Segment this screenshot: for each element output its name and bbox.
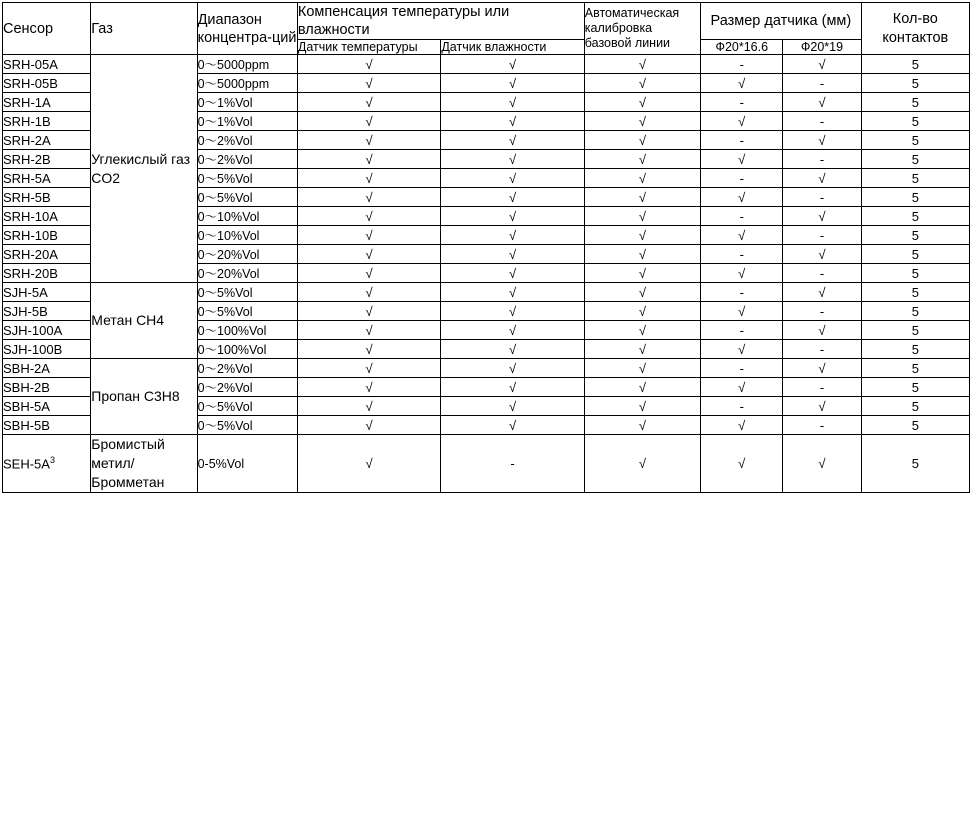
- cell-gas-group: Углекислый газ CO2: [91, 55, 197, 283]
- header-sensor-size: Размер датчика (мм): [701, 3, 861, 40]
- cell-sensor: SBH-5B: [3, 416, 91, 435]
- cell-size-option-2: -: [783, 416, 861, 435]
- cell-size-option-2: √: [783, 435, 861, 493]
- cell-range: 0～10%Vol: [197, 207, 297, 226]
- cell-gas-group: Пропан C3H8: [91, 359, 197, 435]
- cell-humidity-sensor: √: [441, 188, 584, 207]
- cell-humidity-sensor: √: [441, 340, 584, 359]
- cell-size-option-2: -: [783, 302, 861, 321]
- cell-size-option-1: √: [701, 302, 783, 321]
- cell-temperature-sensor: √: [297, 416, 440, 435]
- cell-pin-count: 5: [861, 321, 969, 340]
- cell-sensor: SRH-20B: [3, 264, 91, 283]
- cell-pin-count: 5: [861, 150, 969, 169]
- cell-sensor: SJH-100B: [3, 340, 91, 359]
- cell-humidity-sensor: √: [441, 93, 584, 112]
- cell-sensor: SJH-100A: [3, 321, 91, 340]
- cell-sensor: SRH-10A: [3, 207, 91, 226]
- cell-range: 0～2%Vol: [197, 150, 297, 169]
- cell-size-option-1: -: [701, 93, 783, 112]
- cell-size-option-1: -: [701, 397, 783, 416]
- cell-temperature-sensor: √: [297, 378, 440, 397]
- cell-size-option-2: √: [783, 169, 861, 188]
- cell-pin-count: 5: [861, 264, 969, 283]
- cell-pin-count: 5: [861, 74, 969, 93]
- cell-size-option-1: √: [701, 226, 783, 245]
- cell-size-option-2: √: [783, 55, 861, 74]
- cell-humidity-sensor: √: [441, 264, 584, 283]
- cell-auto-calibration: √: [584, 397, 700, 416]
- table-header-row-main: [3, 3, 970, 40]
- cell-sensor: SRH-1A: [3, 93, 91, 112]
- cell-size-option-2: √: [783, 93, 861, 112]
- header-range: Диапазон концентра-ций: [197, 3, 297, 55]
- cell-size-option-1: √: [701, 435, 783, 493]
- cell-range: 0～20%Vol: [197, 264, 297, 283]
- cell-sensor: SRH-5A: [3, 169, 91, 188]
- cell-size-option-1: √: [701, 188, 783, 207]
- cell-range: 0～2%Vol: [197, 131, 297, 150]
- cell-temperature-sensor: √: [297, 340, 440, 359]
- cell-temperature-sensor: √: [297, 131, 440, 150]
- cell-humidity-sensor: √: [441, 416, 584, 435]
- cell-humidity-sensor: √: [441, 169, 584, 188]
- cell-size-option-1: -: [701, 283, 783, 302]
- cell-size-option-2: -: [783, 112, 861, 131]
- table-row: [3, 435, 970, 493]
- sensor-footnote-marker: 3: [49, 455, 55, 466]
- cell-size-option-2: √: [783, 245, 861, 264]
- cell-temperature-sensor: √: [297, 150, 440, 169]
- cell-sensor: SJH-5A: [3, 283, 91, 302]
- header-compensation: Компенсация температуры или влажности: [297, 3, 584, 40]
- cell-size-option-1: √: [701, 150, 783, 169]
- cell-auto-calibration: √: [584, 131, 700, 150]
- cell-pin-count: 5: [861, 55, 969, 74]
- cell-size-option-1: √: [701, 416, 783, 435]
- cell-sensor: SRH-5B: [3, 188, 91, 207]
- cell-auto-calibration: √: [584, 55, 700, 74]
- cell-auto-calibration: √: [584, 207, 700, 226]
- cell-humidity-sensor: √: [441, 321, 584, 340]
- cell-size-option-1: √: [701, 264, 783, 283]
- cell-sensor: SBH-2B: [3, 378, 91, 397]
- cell-pin-count: 5: [861, 131, 969, 150]
- cell-humidity-sensor: √: [441, 226, 584, 245]
- cell-range: 0～5%Vol: [197, 302, 297, 321]
- cell-auto-calibration: √: [584, 340, 700, 359]
- cell-pin-count: 5: [861, 302, 969, 321]
- header-temperature-sensor: Датчик температуры: [297, 40, 440, 55]
- cell-pin-count: 5: [861, 93, 969, 112]
- cell-size-option-2: √: [783, 283, 861, 302]
- cell-range: 0～10%Vol: [197, 226, 297, 245]
- header-humidity-sensor: Датчик влажности: [441, 40, 584, 55]
- cell-temperature-sensor: √: [297, 226, 440, 245]
- cell-sensor: SRH-2A: [3, 131, 91, 150]
- cell-range: 0～20%Vol: [197, 245, 297, 264]
- cell-temperature-sensor: √: [297, 245, 440, 264]
- sensor-specification-table: [2, 2, 970, 493]
- cell-size-option-1: -: [701, 169, 783, 188]
- table-body: [3, 55, 970, 493]
- cell-size-option-1: √: [701, 378, 783, 397]
- cell-auto-calibration: √: [584, 435, 700, 493]
- cell-auto-calibration: √: [584, 245, 700, 264]
- cell-temperature-sensor: √: [297, 74, 440, 93]
- cell-temperature-sensor: √: [297, 55, 440, 74]
- cell-humidity-sensor: √: [441, 302, 584, 321]
- cell-sensor: SEH-$5A^3$: [3, 435, 91, 493]
- cell-sensor: SRH-05B: [3, 74, 91, 93]
- cell-gas-group: Метан CH4: [91, 283, 197, 359]
- cell-range: 0～1%Vol: [197, 93, 297, 112]
- cell-auto-calibration: √: [584, 302, 700, 321]
- cell-sensor: SJH-5B: [3, 302, 91, 321]
- cell-size-option-2: -: [783, 378, 861, 397]
- cell-size-option-2: √: [783, 131, 861, 150]
- cell-size-option-2: √: [783, 321, 861, 340]
- cell-range: 0～2%Vol: [197, 378, 297, 397]
- cell-size-option-1: √: [701, 74, 783, 93]
- cell-sensor: SRH-05A: [3, 55, 91, 74]
- cell-humidity-sensor: √: [441, 74, 584, 93]
- header-pin-count: Кол-во контактов: [861, 3, 969, 55]
- cell-temperature-sensor: √: [297, 207, 440, 226]
- cell-range: 0～100%Vol: [197, 340, 297, 359]
- cell-pin-count: 5: [861, 283, 969, 302]
- cell-size-option-1: -: [701, 207, 783, 226]
- cell-range: 0～5%Vol: [197, 416, 297, 435]
- cell-size-option-1: -: [701, 55, 783, 74]
- cell-size-option-1: √: [701, 112, 783, 131]
- cell-auto-calibration: √: [584, 74, 700, 93]
- cell-auto-calibration: √: [584, 226, 700, 245]
- cell-auto-calibration: √: [584, 150, 700, 169]
- cell-range: 0～5%Vol: [197, 283, 297, 302]
- table-row: [3, 359, 970, 378]
- cell-range: 0-5%Vol: [197, 435, 297, 493]
- cell-sensor: SRH-1B: [3, 112, 91, 131]
- header-size-option-1: Ф20*16.6: [701, 40, 783, 55]
- cell-humidity-sensor: √: [441, 359, 584, 378]
- cell-temperature-sensor: √: [297, 93, 440, 112]
- cell-pin-count: 5: [861, 397, 969, 416]
- cell-pin-count: 5: [861, 340, 969, 359]
- cell-size-option-1: -: [701, 245, 783, 264]
- cell-pin-count: 5: [861, 245, 969, 264]
- cell-humidity-sensor: √: [441, 207, 584, 226]
- cell-sensor: SRH-2B: [3, 150, 91, 169]
- cell-size-option-1: -: [701, 131, 783, 150]
- cell-range: 0～5%Vol: [197, 397, 297, 416]
- cell-range: 0～5000ppm: [197, 74, 297, 93]
- cell-pin-count: 5: [861, 188, 969, 207]
- cell-humidity-sensor: √: [441, 378, 584, 397]
- cell-auto-calibration: √: [584, 359, 700, 378]
- cell-auto-calibration: √: [584, 188, 700, 207]
- cell-pin-count: 5: [861, 378, 969, 397]
- cell-humidity-sensor: √: [441, 131, 584, 150]
- cell-temperature-sensor: √: [297, 435, 440, 493]
- cell-humidity-sensor: √: [441, 283, 584, 302]
- cell-temperature-sensor: √: [297, 112, 440, 131]
- cell-pin-count: 5: [861, 226, 969, 245]
- cell-size-option-2: -: [783, 264, 861, 283]
- cell-size-option-1: -: [701, 321, 783, 340]
- cell-pin-count: 5: [861, 169, 969, 188]
- cell-auto-calibration: √: [584, 93, 700, 112]
- cell-range: 0～5%Vol: [197, 169, 297, 188]
- cell-size-option-2: -: [783, 340, 861, 359]
- cell-size-option-2: -: [783, 74, 861, 93]
- cell-range: 0～5000ppm: [197, 55, 297, 74]
- cell-range: 0～1%Vol: [197, 112, 297, 131]
- cell-temperature-sensor: √: [297, 169, 440, 188]
- cell-range: 0～2%Vol: [197, 359, 297, 378]
- cell-temperature-sensor: √: [297, 321, 440, 340]
- cell-temperature-sensor: √: [297, 359, 440, 378]
- cell-temperature-sensor: √: [297, 302, 440, 321]
- cell-auto-calibration: √: [584, 112, 700, 131]
- table-row: [3, 283, 970, 302]
- cell-humidity-sensor: √: [441, 245, 584, 264]
- cell-auto-calibration: √: [584, 321, 700, 340]
- cell-size-option-2: -: [783, 150, 861, 169]
- cell-humidity-sensor: -: [441, 435, 584, 493]
- cell-size-option-2: √: [783, 397, 861, 416]
- cell-humidity-sensor: √: [441, 55, 584, 74]
- header-size-option-2: Ф20*19: [783, 40, 861, 55]
- table-row: [3, 55, 970, 74]
- cell-size-option-2: -: [783, 226, 861, 245]
- header-sensor: Сенсор: [3, 3, 91, 55]
- cell-pin-count: 5: [861, 359, 969, 378]
- cell-sensor: SRH-10B: [3, 226, 91, 245]
- cell-humidity-sensor: √: [441, 112, 584, 131]
- cell-auto-calibration: √: [584, 169, 700, 188]
- cell-temperature-sensor: √: [297, 283, 440, 302]
- cell-pin-count: 5: [861, 112, 969, 131]
- cell-sensor: SBH-2A: [3, 359, 91, 378]
- cell-pin-count: 5: [861, 416, 969, 435]
- cell-sensor: SRH-20A: [3, 245, 91, 264]
- cell-temperature-sensor: √: [297, 397, 440, 416]
- cell-auto-calibration: √: [584, 416, 700, 435]
- cell-size-option-1: -: [701, 359, 783, 378]
- header-gas: Газ: [91, 3, 197, 55]
- cell-temperature-sensor: √: [297, 264, 440, 283]
- cell-size-option-2: √: [783, 207, 861, 226]
- cell-pin-count: 5: [861, 207, 969, 226]
- cell-humidity-sensor: √: [441, 397, 584, 416]
- header-auto-calibration: Автоматическая калибровка базовой линии: [584, 3, 700, 55]
- cell-range: 0～5%Vol: [197, 188, 297, 207]
- cell-auto-calibration: √: [584, 264, 700, 283]
- cell-gas-group: Бромистый метил/ Бромметан: [91, 435, 197, 493]
- cell-size-option-2: √: [783, 359, 861, 378]
- cell-sensor: SBH-5A: [3, 397, 91, 416]
- cell-temperature-sensor: √: [297, 188, 440, 207]
- cell-auto-calibration: √: [584, 378, 700, 397]
- cell-auto-calibration: √: [584, 283, 700, 302]
- cell-humidity-sensor: √: [441, 150, 584, 169]
- cell-pin-count: 5: [861, 435, 969, 493]
- cell-size-option-1: √: [701, 340, 783, 359]
- cell-range: 0～100%Vol: [197, 321, 297, 340]
- cell-size-option-2: -: [783, 188, 861, 207]
